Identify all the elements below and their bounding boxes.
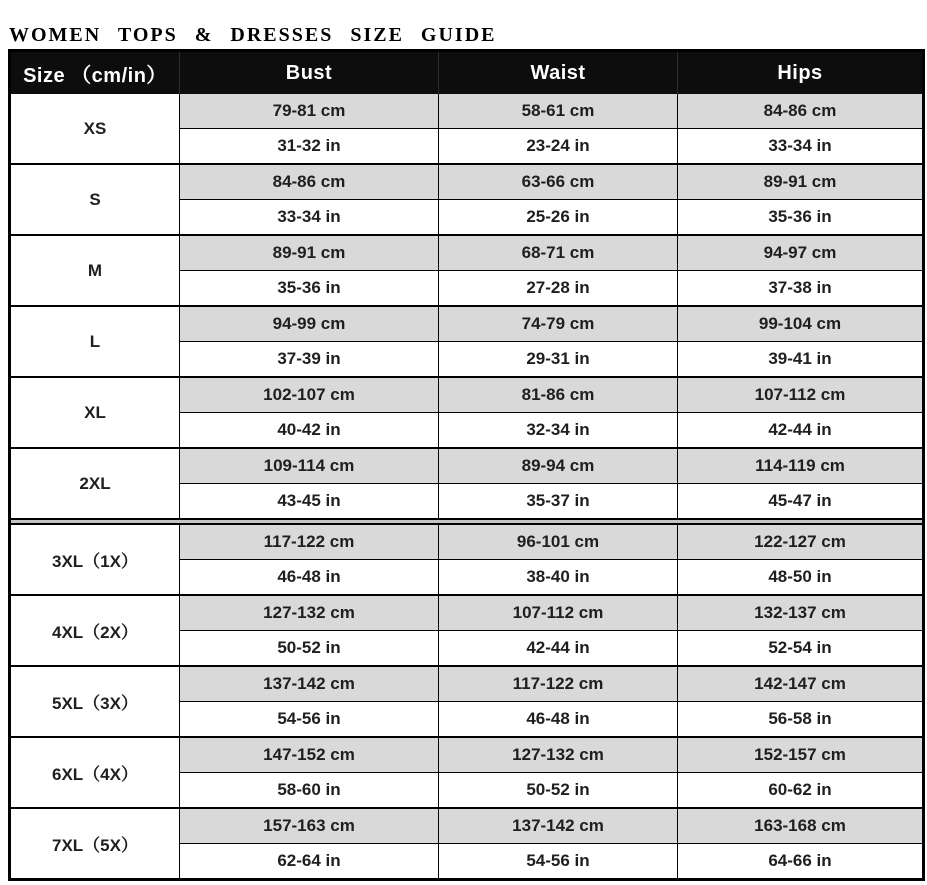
- bust-cm-cell: 89-91 cm: [180, 235, 439, 271]
- table-row-cm: [10, 235, 924, 271]
- size-table-header: [10, 51, 924, 95]
- size-label: XL: [10, 377, 180, 448]
- bust-in-cell: 54-56 in: [180, 702, 439, 738]
- table-row-cm: [10, 666, 924, 702]
- bust-in-cell: 62-64 in: [180, 844, 439, 880]
- table-row-cm: [10, 94, 924, 129]
- size-block: [10, 595, 924, 666]
- hips-in-cell: 45-47 in: [678, 484, 924, 520]
- bust-in-cell: 31-32 in: [180, 129, 439, 165]
- table-row-cm: [10, 377, 924, 413]
- table-row-cm: [10, 737, 924, 773]
- size-block: [10, 448, 924, 519]
- size-label: 3XL（1X）: [10, 524, 180, 595]
- waist-in-cell: 38-40 in: [439, 560, 678, 596]
- bust-in-cell: 33-34 in: [180, 200, 439, 236]
- size-label: 2XL: [10, 448, 180, 519]
- size-label: XS: [10, 94, 180, 164]
- hips-in-cell: 48-50 in: [678, 560, 924, 596]
- bust-in-cell: 40-42 in: [180, 413, 439, 449]
- waist-in-cell: 32-34 in: [439, 413, 678, 449]
- size-label: 5XL（3X）: [10, 666, 180, 737]
- waist-in-cell: 35-37 in: [439, 484, 678, 520]
- hips-cm-cell: 107-112 cm: [678, 377, 924, 413]
- bust-cm-cell: 137-142 cm: [180, 666, 439, 702]
- size-label: 6XL（4X）: [10, 737, 180, 808]
- size-block: [10, 94, 924, 164]
- waist-in-cell: 42-44 in: [439, 631, 678, 667]
- waist-cm-cell: 74-79 cm: [439, 306, 678, 342]
- waist-cm-cell: 58-61 cm: [439, 94, 678, 129]
- table-row-cm: [10, 595, 924, 631]
- size-block: [10, 306, 924, 377]
- hips-cm-cell: 152-157 cm: [678, 737, 924, 773]
- bust-cm-cell: 127-132 cm: [180, 595, 439, 631]
- bust-in-cell: 37-39 in: [180, 342, 439, 378]
- hips-in-cell: 33-34 in: [678, 129, 924, 165]
- size-block: [10, 666, 924, 737]
- hips-in-cell: 42-44 in: [678, 413, 924, 449]
- hips-cm-cell: 122-127 cm: [678, 524, 924, 560]
- size-label: 4XL（2X）: [10, 595, 180, 666]
- waist-cm-cell: 137-142 cm: [439, 808, 678, 844]
- hips-in-cell: 37-38 in: [678, 271, 924, 307]
- size-block: [10, 164, 924, 235]
- hips-cm-cell: 163-168 cm: [678, 808, 924, 844]
- size-label: L: [10, 306, 180, 377]
- column-header-waist: Waist: [439, 51, 678, 95]
- table-row-cm: [10, 306, 924, 342]
- size-block: [10, 524, 924, 595]
- column-header-bust: Bust: [180, 51, 439, 95]
- waist-in-cell: 23-24 in: [439, 129, 678, 165]
- hips-in-cell: 60-62 in: [678, 773, 924, 809]
- hips-in-cell: 56-58 in: [678, 702, 924, 738]
- waist-in-cell: 27-28 in: [439, 271, 678, 307]
- bust-cm-cell: 117-122 cm: [180, 524, 439, 560]
- hips-cm-cell: 84-86 cm: [678, 94, 924, 129]
- bust-cm-cell: 102-107 cm: [180, 377, 439, 413]
- waist-cm-cell: 127-132 cm: [439, 737, 678, 773]
- bust-cm-cell: 109-114 cm: [180, 448, 439, 484]
- bust-cm-cell: 157-163 cm: [180, 808, 439, 844]
- size-table: [8, 49, 925, 881]
- size-label: M: [10, 235, 180, 306]
- size-label: S: [10, 164, 180, 235]
- table-row-cm: [10, 448, 924, 484]
- waist-in-cell: 50-52 in: [439, 773, 678, 809]
- bust-in-cell: 43-45 in: [180, 484, 439, 520]
- hips-in-cell: 52-54 in: [678, 631, 924, 667]
- column-header-size: Size （cm/in）: [10, 51, 180, 95]
- size-label: 7XL（5X）: [10, 808, 180, 880]
- hips-cm-cell: 94-97 cm: [678, 235, 924, 271]
- waist-in-cell: 46-48 in: [439, 702, 678, 738]
- table-row-cm: [10, 524, 924, 560]
- bust-in-cell: 50-52 in: [180, 631, 439, 667]
- waist-cm-cell: 89-94 cm: [439, 448, 678, 484]
- bust-in-cell: 35-36 in: [180, 271, 439, 307]
- waist-in-cell: 54-56 in: [439, 844, 678, 880]
- hips-cm-cell: 114-119 cm: [678, 448, 924, 484]
- table-row-cm: [10, 808, 924, 844]
- waist-cm-cell: 107-112 cm: [439, 595, 678, 631]
- waist-cm-cell: 117-122 cm: [439, 666, 678, 702]
- bust-in-cell: 58-60 in: [180, 773, 439, 809]
- hips-cm-cell: 99-104 cm: [678, 306, 924, 342]
- size-block: [10, 737, 924, 808]
- hips-cm-cell: 132-137 cm: [678, 595, 924, 631]
- bust-cm-cell: 147-152 cm: [180, 737, 439, 773]
- size-block: [10, 808, 924, 880]
- column-header-hips: Hips: [678, 51, 924, 95]
- table-row-cm: [10, 164, 924, 200]
- page-title: WOMEN TOPS & DRESSES SIZE GUIDE: [9, 24, 497, 46]
- hips-in-cell: 39-41 in: [678, 342, 924, 378]
- waist-in-cell: 25-26 in: [439, 200, 678, 236]
- bust-cm-cell: 94-99 cm: [180, 306, 439, 342]
- hips-in-cell: 35-36 in: [678, 200, 924, 236]
- waist-cm-cell: 63-66 cm: [439, 164, 678, 200]
- waist-cm-cell: 68-71 cm: [439, 235, 678, 271]
- hips-in-cell: 64-66 in: [678, 844, 924, 880]
- bust-cm-cell: 79-81 cm: [180, 94, 439, 129]
- waist-in-cell: 29-31 in: [439, 342, 678, 378]
- hips-cm-cell: 142-147 cm: [678, 666, 924, 702]
- bust-cm-cell: 84-86 cm: [180, 164, 439, 200]
- waist-cm-cell: 96-101 cm: [439, 524, 678, 560]
- hips-cm-cell: 89-91 cm: [678, 164, 924, 200]
- waist-cm-cell: 81-86 cm: [439, 377, 678, 413]
- bust-in-cell: 46-48 in: [180, 560, 439, 596]
- size-block: [10, 377, 924, 448]
- size-block: [10, 235, 924, 306]
